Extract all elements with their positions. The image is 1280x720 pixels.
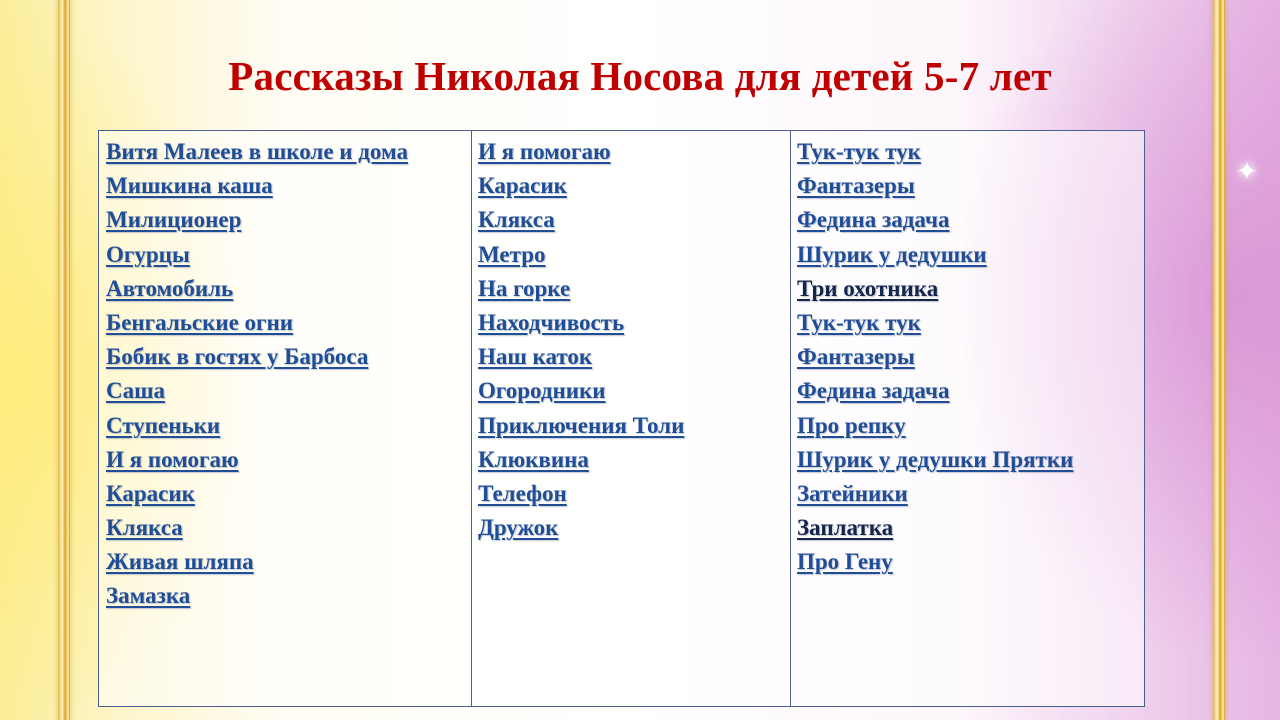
story-link[interactable]: Замазка — [106, 583, 191, 609]
story-link[interactable]: Клякса — [478, 207, 555, 233]
story-link[interactable]: Находчивость — [478, 309, 625, 335]
story-link[interactable]: Телефон — [478, 480, 567, 506]
story-link[interactable]: Затейники — [797, 480, 908, 506]
story-link[interactable]: Фантазеры — [797, 344, 915, 370]
story-link[interactable]: Метро — [478, 241, 546, 267]
story-link[interactable]: Огурцы — [106, 241, 190, 267]
story-link[interactable]: Про репку — [797, 412, 906, 438]
story-link[interactable]: Про Гену — [797, 549, 893, 575]
story-link[interactable]: Тук-тук тук — [797, 139, 921, 164]
story-link[interactable]: Карасик — [478, 173, 567, 199]
story-link[interactable]: Фантазеры — [797, 173, 915, 199]
story-link[interactable]: Витя Малеев в школе и дома — [106, 139, 408, 164]
sparkle-icon: ✦ — [1236, 157, 1258, 187]
stories-column-3 — [790, 131, 1144, 706]
story-link[interactable]: Саша — [106, 378, 166, 404]
story-link[interactable]: Федина задача — [797, 378, 950, 404]
story-link[interactable]: Наш каток — [478, 344, 593, 370]
left-gold-border — [58, 0, 70, 720]
story-link[interactable]: Шурик у дедушки Прятки — [797, 446, 1074, 472]
story-link[interactable]: Тук-тук тук — [797, 309, 921, 335]
story-link[interactable]: Милиционер — [106, 207, 242, 233]
stories-column-1 — [99, 131, 471, 706]
story-link[interactable]: Приключения Толи — [478, 412, 685, 438]
story-link[interactable]: На горке — [478, 275, 571, 301]
story-link[interactable]: Федина задача — [797, 207, 950, 233]
page-title: Рассказы Николая Носова для детей 5-7 лет — [228, 53, 1052, 99]
story-link[interactable]: И я помогаю — [478, 139, 611, 164]
story-link[interactable]: Огородники — [478, 378, 606, 404]
story-link[interactable]: Ступеньки — [106, 412, 221, 438]
story-link[interactable]: Шурик у дедушки — [797, 241, 987, 267]
story-link[interactable]: Автомобиль — [106, 275, 234, 301]
right-gold-border — [1213, 0, 1225, 720]
story-link[interactable]: Клюквина — [478, 446, 589, 472]
story-link[interactable]: Мишкина каша — [106, 173, 273, 199]
story-link[interactable]: Три охотника — [797, 275, 939, 301]
story-link[interactable]: Живая шляпа — [106, 549, 254, 575]
story-link[interactable]: Дружок — [478, 515, 559, 541]
stories-table — [98, 130, 1145, 707]
story-link[interactable]: Бенгальские огни — [106, 309, 293, 335]
story-link[interactable]: Заплатка — [797, 515, 894, 541]
story-link[interactable]: Бобик в гостях у Барбоса — [106, 344, 369, 370]
stories-column-2 — [471, 131, 790, 706]
story-link[interactable]: Клякса — [106, 515, 183, 541]
story-link[interactable]: Карасик — [106, 480, 195, 506]
story-link[interactable]: И я помогаю — [106, 446, 239, 472]
